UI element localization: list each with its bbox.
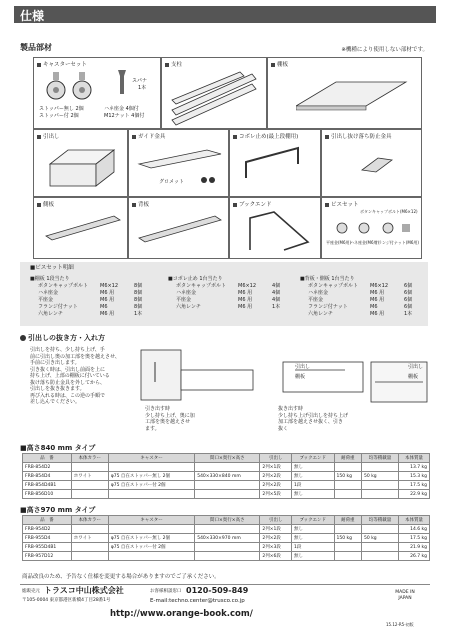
- screw-box: [321, 197, 422, 259]
- table-cell: [195, 463, 260, 472]
- table-cell: 21.9 kg: [399, 543, 430, 552]
- table-cell: 2列×1段: [260, 463, 292, 472]
- text-line: 再び入れる時は、この逆の手順で: [30, 392, 106, 399]
- bookend-label: ブックエンド: [233, 200, 272, 208]
- made-in-japan: MADE IN JAPAN: [395, 590, 415, 601]
- table-cell: 無し: [292, 534, 335, 543]
- post-image: [170, 70, 262, 126]
- footer-notice: 商品改良のため、予告なく仕様を変更する場合がありますのでご了承ください。: [22, 574, 220, 580]
- table-cell: [362, 543, 399, 552]
- table-cell: FRB-854D4: [23, 472, 72, 481]
- table-header: 品 番: [23, 516, 72, 525]
- antidrop-image: [358, 150, 398, 180]
- footer-divider: [20, 584, 430, 585]
- text-line: 差し込んでください。: [30, 399, 81, 405]
- table-cell: FRB-955D4B1: [23, 543, 72, 552]
- shelf-image: [296, 76, 411, 116]
- spec-table-970: [22, 515, 430, 561]
- side-box: [33, 197, 128, 259]
- table-cell: 13.7 kg: [399, 463, 430, 472]
- table-header: 本体カラー: [71, 516, 108, 525]
- table-cell: [108, 552, 194, 561]
- header-bar: [14, 6, 436, 23]
- stopper-label: コボレ止め(最上段棚用): [233, 132, 298, 140]
- screw-cell: 4個: [272, 296, 281, 303]
- table-cell: FRB-854D4B1: [23, 481, 72, 490]
- table-cell: [362, 463, 399, 472]
- table-header: 引出し: [260, 516, 292, 525]
- screw-cell: M6 用: [370, 310, 385, 317]
- caster-line-4: M12ナット 4個付: [104, 113, 145, 119]
- table-header: 間口×奥行×高さ: [195, 454, 260, 463]
- caption-pull: [145, 406, 195, 432]
- screw-cell: M6 用: [238, 296, 253, 303]
- table-cell: [362, 525, 399, 534]
- table-header: 本体カラー: [71, 454, 108, 463]
- table-cell: FRB-954D2: [23, 525, 72, 534]
- table-cell: [362, 481, 399, 490]
- guide-box: [128, 129, 229, 197]
- table-cell: 無し: [292, 463, 335, 472]
- screw-cell: 8個: [134, 282, 143, 289]
- stopper-box: [229, 129, 321, 197]
- text-line: 工部を奥を越えさせ: [145, 419, 191, 425]
- table-cell: 150 kg: [334, 472, 362, 481]
- table-cell: ホワイト: [71, 534, 108, 543]
- spanner-qty: 1本: [138, 85, 147, 91]
- table-cell: 50 kg: [362, 472, 399, 481]
- side-label: 側板: [37, 200, 54, 208]
- screw-row: [30, 283, 160, 290]
- caster-line-3: ハネ座金 4個付: [104, 106, 139, 112]
- table-header: キャスター: [108, 454, 194, 463]
- text-line: 持ち上げ、上部の棚板に付いている: [30, 373, 110, 379]
- table-cell: 2列×3段: [260, 543, 292, 552]
- grommet-icon: [201, 177, 217, 184]
- screw-cell: M6 用: [100, 289, 115, 296]
- back-image: [137, 212, 225, 248]
- table-header: 品 番: [23, 454, 72, 463]
- screw-cell: 6個: [404, 303, 413, 310]
- screw-cell: 6個: [404, 282, 413, 289]
- table-cell: [108, 463, 194, 472]
- screw-cell: 平座金: [308, 296, 324, 303]
- label-shelf-1: 棚板: [295, 374, 306, 380]
- howto-text: [30, 347, 130, 406]
- parts-title: 製品部材: [20, 43, 52, 52]
- table-cell: 50 kg: [362, 534, 399, 543]
- screw-row: [168, 283, 298, 290]
- screw-cell: ボタンキャップボルト: [308, 282, 359, 289]
- footer-phone: 0120-509-849: [186, 586, 249, 595]
- screw-cell: フランジ付ナット: [308, 303, 348, 310]
- text-line: 少し持ち上げ、奥に加: [145, 412, 195, 419]
- screw-cell: 六角レンチ: [176, 303, 201, 310]
- screw-image: [328, 218, 418, 238]
- table-cell: 2列×1段: [260, 525, 292, 534]
- screw-cell: 4個: [272, 282, 281, 289]
- text-line: 抜き出す時: [278, 406, 304, 412]
- table-cell: φ75 自在ストッパー無し 2個: [108, 472, 194, 481]
- table-row: [23, 481, 430, 490]
- table-cell: φ75 自在ストッパー付 2個: [108, 543, 194, 552]
- table-cell: [334, 552, 362, 561]
- parts-note: ※機種により使用しない部材です。: [341, 47, 428, 53]
- screw-item-4: フランジ付ナット(M6用): [374, 240, 419, 245]
- footer-distributor: 総販売元: [22, 589, 40, 594]
- screw-col-shelf: [30, 276, 160, 318]
- table-cell: [71, 490, 108, 499]
- screw-cell: 8個: [134, 303, 143, 310]
- screw-col-back: [300, 276, 428, 318]
- label-shelf-2: 棚板: [408, 374, 419, 380]
- screw-row: [30, 290, 160, 297]
- footer-company: トラスコ中山株式会社: [44, 586, 124, 595]
- table-cell: φ75 自在ストッパー無し 2個: [108, 534, 194, 543]
- screw-row: [168, 290, 298, 297]
- text-line: 引き出す時: [145, 406, 171, 412]
- table-cell: [334, 525, 362, 534]
- footer-url[interactable]: http://www.orange-book.com/: [110, 609, 253, 619]
- screw-row: [168, 297, 298, 304]
- table-row: [23, 525, 430, 534]
- table-header: 間口×奥行×高さ: [195, 516, 260, 525]
- table-row: [23, 543, 430, 552]
- screw-cell: ハネ座金: [38, 289, 59, 296]
- howto-title: 引出しの抜き方・入れ方: [20, 333, 105, 343]
- text-line: 抜け落ち防止金具を外してから、: [30, 379, 106, 386]
- table-cell: [108, 525, 194, 534]
- screw-cell: M6 用: [370, 289, 385, 296]
- screw-cell: 6個: [404, 296, 413, 303]
- screw-cell: M6 用: [100, 310, 115, 317]
- caption-remove: [278, 406, 348, 432]
- text-line: 前に引出し奥の加工部を奥を越えさせ、: [30, 353, 120, 360]
- screw-cell: 8個: [134, 296, 143, 303]
- guide-image: [137, 148, 225, 170]
- table-cell: FRB-854D2: [23, 463, 72, 472]
- table-row: [23, 463, 430, 472]
- table-cell: [71, 543, 108, 552]
- table-cell: FRB-955D4: [23, 534, 72, 543]
- screw-row: [300, 311, 428, 318]
- table-cell: 1段: [292, 543, 335, 552]
- table-cell: 無し: [292, 490, 335, 499]
- screw-cell: 六角レンチ: [308, 310, 333, 317]
- table-cell: 150 kg: [334, 534, 362, 543]
- label-drawer-1: 引出し: [295, 364, 311, 370]
- footer-email[interactable]: E-mail:techno.center@trusco.co.jp: [150, 598, 245, 604]
- table-cell: [71, 552, 108, 561]
- screw-cell: 4個: [272, 289, 281, 296]
- table-cell: 14.6 kg: [399, 525, 430, 534]
- drawer-image: [48, 144, 118, 192]
- screw-row: [300, 304, 428, 311]
- text-line: 引出しを抜き抜きます。: [30, 386, 85, 392]
- header-title: 仕様: [20, 9, 45, 23]
- spec-table-840: [22, 453, 430, 499]
- screw-cell: M6×12: [238, 282, 257, 289]
- table-cell: 540×330×970 mm: [195, 534, 260, 543]
- table-row: [23, 552, 430, 561]
- screw-row: [168, 304, 298, 311]
- table-cell: 2列×2段: [260, 472, 292, 481]
- table-header: 均等積載量: [362, 454, 399, 463]
- antidrop-label: 引出し抜け落ち防止金具: [325, 132, 392, 140]
- table-cell: 1段: [292, 481, 335, 490]
- table-cell: [362, 490, 399, 499]
- table-cell: 17.5 kg: [399, 481, 430, 490]
- table-header: 引出し: [260, 454, 292, 463]
- screw-item-1: ボタンキャップボルト(M6×12): [360, 209, 418, 214]
- screw-row: [30, 311, 160, 318]
- table-cell: FRB-957D12: [23, 552, 72, 561]
- back-label: 背板: [132, 200, 149, 208]
- table-row: [23, 534, 430, 543]
- post-box: [161, 57, 267, 129]
- screw-cell: 1本: [272, 303, 281, 310]
- screw-cell: ボタンキャップボルト: [176, 282, 227, 289]
- caster-line-2: ストッパー付 2個: [39, 113, 79, 119]
- table-cell: [71, 481, 108, 490]
- table-row: [23, 472, 430, 481]
- screw-row: [300, 297, 428, 304]
- caster-label: キャスターセット: [37, 60, 87, 68]
- side-image: [44, 212, 124, 248]
- shelf-box: [267, 57, 422, 129]
- table-cell: [108, 490, 194, 499]
- table-header: 本体質量: [399, 516, 430, 525]
- text-line: 抜く: [278, 425, 289, 432]
- post-label: 支柱: [165, 60, 182, 68]
- table-cell: 無し: [292, 552, 335, 561]
- screw-cell: M6×12: [100, 282, 119, 289]
- table-cell: ホワイト: [71, 472, 108, 481]
- antidrop-box: [321, 129, 422, 197]
- table-cell: 26.7 kg: [399, 552, 430, 561]
- screw-row: [30, 304, 160, 311]
- screw-cell: フランジ付ナット: [38, 303, 78, 310]
- screw-item-3: ハネ座金(M6用): [350, 240, 380, 245]
- screw-row: [300, 290, 428, 297]
- table-cell: [71, 525, 108, 534]
- grommet-label: グロメット: [159, 179, 185, 185]
- screw-cell: 1本: [404, 310, 413, 317]
- screw-detail-panel: [20, 262, 428, 326]
- table-header: ブックエンド: [292, 454, 335, 463]
- table-cell: [195, 481, 260, 490]
- table-cell: [71, 463, 108, 472]
- screw-col-stopper: [168, 276, 298, 311]
- screw-cell: 平座金: [38, 296, 54, 303]
- text-line: 引き抜く時は、引出し前面を上に: [30, 366, 106, 373]
- spanner-icon: [112, 68, 132, 98]
- screw-cell: M6 用: [238, 289, 253, 296]
- screw-cell: M6: [100, 303, 108, 310]
- shelf-label: 棚板: [271, 60, 288, 68]
- screw-cell: M6 用: [370, 296, 385, 303]
- text-line: ます。: [145, 425, 160, 432]
- table-cell: 540×330×840 mm: [195, 472, 260, 481]
- table-cell: 15.3 kg: [399, 472, 430, 481]
- screw-col-head: ■背板・側板 1台当たり: [300, 276, 355, 282]
- table970-title: ■高さ970 mm タイプ: [20, 506, 96, 514]
- table-cell: [334, 543, 362, 552]
- table-cell: [195, 525, 260, 534]
- table-cell: FRB-856D10: [23, 490, 72, 499]
- table-header: 均等積載量: [362, 516, 399, 525]
- bookend-image: [244, 210, 314, 256]
- caster-line-1: ストッパー無し 2個: [39, 106, 84, 112]
- table-header: ブックエンド: [292, 516, 335, 525]
- table840-title: ■高さ840 mm タイプ: [20, 444, 96, 452]
- screw-label: ビスセット: [325, 200, 359, 208]
- table-header: 耐荷重: [334, 516, 362, 525]
- table-cell: [195, 490, 260, 499]
- table-cell: 無し: [292, 525, 335, 534]
- screw-col-head: ■コボレ止め 1台当たり: [168, 276, 223, 282]
- screw-row: [30, 297, 160, 304]
- screw-item-2: 平座金(M6用): [326, 240, 352, 245]
- label-drawer-2: 引出し: [408, 364, 424, 370]
- screw-col-head: ■棚板 1段当たり: [30, 276, 70, 282]
- table-header: 耐荷重: [334, 454, 362, 463]
- screw-cell: M6 用: [238, 303, 253, 310]
- screw-cell: 1本: [134, 310, 143, 317]
- drawer-box: [33, 129, 128, 197]
- text-line: 加工部を越えさせ抜く、引き: [278, 419, 343, 425]
- screw-cell: 平座金: [176, 296, 192, 303]
- screw-row: [300, 283, 428, 290]
- table-cell: 無し: [292, 472, 335, 481]
- drawer-label: 引出し: [37, 132, 60, 140]
- stopper-image: [242, 144, 314, 184]
- text-line: 手前に引き出します。: [30, 360, 80, 366]
- table-cell: 2列×2段: [260, 534, 292, 543]
- caster-image: [42, 70, 102, 104]
- table-cell: [195, 543, 260, 552]
- table-cell: [362, 552, 399, 561]
- caster-box: [33, 57, 161, 129]
- text-line: 少し持ち上げ引出しを持ち上げ: [278, 412, 349, 419]
- bookend-box: [229, 197, 321, 259]
- back-box: [128, 197, 229, 259]
- text-line: 引出しを持ち、少し持ち上げ、手: [30, 347, 105, 353]
- table-header: 本体質量: [399, 454, 430, 463]
- screw-cell: ハネ座金: [176, 289, 197, 296]
- table-cell: 2列×2段: [260, 481, 292, 490]
- screw-cell: 六角レンチ: [38, 310, 63, 317]
- screw-cell: ハネ座金: [308, 289, 329, 296]
- footer-code: 15.12-R5-初版: [386, 622, 414, 627]
- screw-cell: M6×12: [370, 282, 389, 289]
- table-cell: [334, 481, 362, 490]
- table-cell: [334, 490, 362, 499]
- table-cell: φ75 自在ストッパー付 2個: [108, 481, 194, 490]
- screw-cell: M6: [370, 303, 378, 310]
- screw-cell: 6個: [404, 289, 413, 296]
- table-cell: [195, 552, 260, 561]
- guide-label: ガイド金具: [132, 132, 165, 140]
- table-cell: 2列×6段: [260, 552, 292, 561]
- screw-detail-title: ■ビスセット明細: [30, 265, 74, 271]
- table-row: [23, 490, 430, 499]
- screw-cell: M6 用: [100, 296, 115, 303]
- table-cell: 17.5 kg: [399, 534, 430, 543]
- table-cell: 22.9 kg: [399, 490, 430, 499]
- table-cell: 2列×5段: [260, 490, 292, 499]
- table-cell: [334, 463, 362, 472]
- screw-cell: ボタンキャップボルト: [38, 282, 89, 289]
- footer-address: 〒105-0004 東京都港区新橋4丁目28番1号: [22, 598, 111, 603]
- screw-cell: 8個: [134, 289, 143, 296]
- spanner-label: スパナ: [132, 78, 148, 84]
- footer-contact: お客様相談窓口: [150, 589, 182, 594]
- table-header: キャスター: [108, 516, 194, 525]
